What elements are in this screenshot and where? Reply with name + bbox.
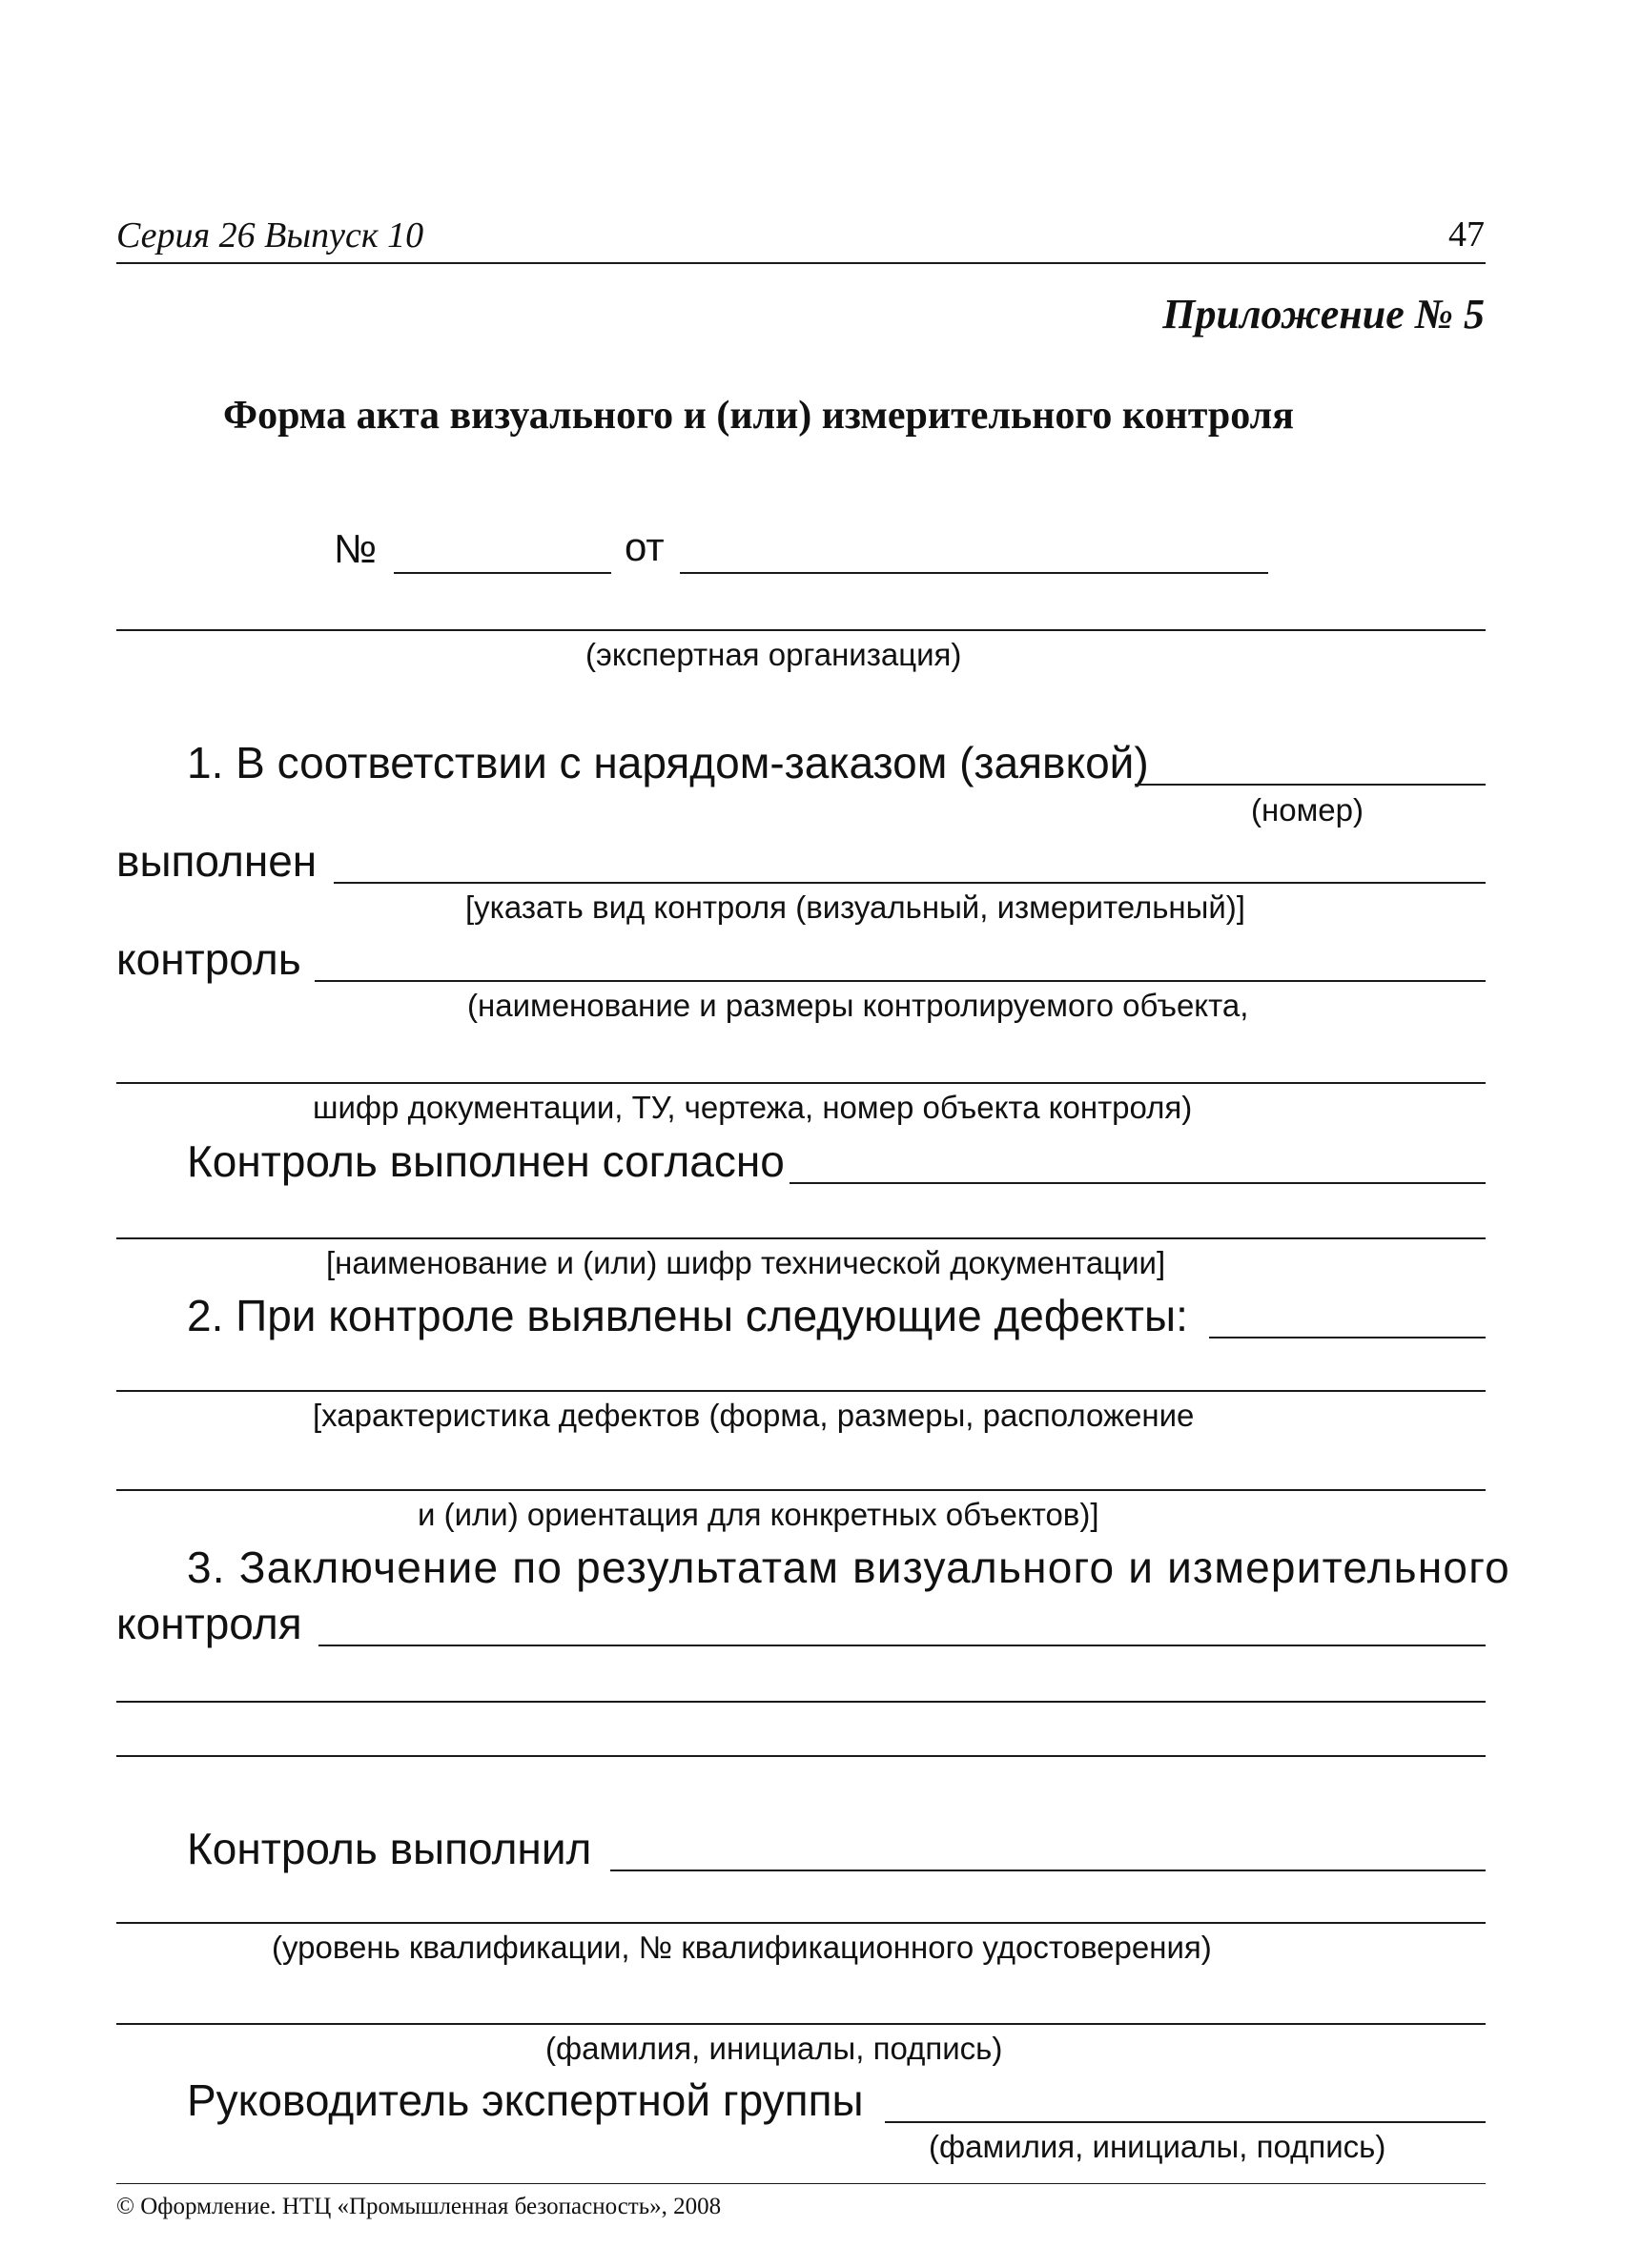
docs-caption: шифр документации, ТУ, чертежа, номер объекта контроля) bbox=[313, 1090, 1193, 1125]
performed-by-label: Контроль выполнил bbox=[187, 1824, 592, 1873]
header-rule bbox=[116, 262, 1486, 264]
defects-field-2[interactable] bbox=[116, 1390, 1486, 1392]
according-field[interactable] bbox=[790, 1182, 1486, 1184]
object-caption: (наименование и размеры контролируемого объекта, bbox=[467, 988, 1249, 1023]
qualification-caption: (уровень квалификации, № квалификационного удостоверения) bbox=[272, 1930, 1212, 1965]
tech-doc-field[interactable] bbox=[116, 1237, 1486, 1239]
head-of-group-field[interactable] bbox=[885, 2121, 1486, 2123]
order-number-caption: (номер) bbox=[1251, 792, 1364, 828]
section1-heading: 1. В соответствии с нарядом-заказом (заявкой) bbox=[187, 738, 1149, 787]
performed-label: выполнен bbox=[116, 836, 318, 886]
section2-heading: 2. При контроле выявлены следующие дефекты: bbox=[187, 1291, 1188, 1340]
defects-caption-2: и (или) ориентация для конкретных объектов)] bbox=[418, 1497, 1099, 1532]
conclusion-field-3[interactable] bbox=[116, 1755, 1486, 1757]
expert-org-caption: (экспертная организация) bbox=[585, 637, 962, 672]
footer-rule bbox=[116, 2183, 1486, 2184]
control-type-caption: [указать вид контроля (визуальный, измерительный)] bbox=[465, 889, 1245, 925]
name-signature-caption-1: (фамилия, инициалы, подпись) bbox=[545, 2031, 1003, 2066]
defects-caption-1: [характеристика дефектов (форма, размеры, расположение bbox=[313, 1398, 1195, 1433]
expert-org-field[interactable] bbox=[116, 629, 1486, 631]
appendix-label: Приложение № 5 bbox=[1162, 291, 1485, 337]
defects-field[interactable] bbox=[1209, 1337, 1486, 1338]
order-number-field[interactable] bbox=[1135, 784, 1486, 786]
footer-copyright: © Оформление. НТЦ «Промышленная безопасность», 2008 bbox=[116, 2194, 722, 2219]
name-signature-caption-2: (фамилия, инициалы, подпись) bbox=[929, 2129, 1386, 2164]
from-label: от bbox=[625, 524, 665, 569]
number-sign: № bbox=[334, 526, 378, 571]
control-label: контроль bbox=[116, 934, 301, 984]
according-label: Контроль выполнен согласно bbox=[187, 1136, 785, 1186]
act-date-field[interactable] bbox=[680, 572, 1268, 574]
conclusion-field[interactable] bbox=[318, 1645, 1486, 1646]
control-type-field[interactable] bbox=[334, 882, 1486, 884]
name-signature-field[interactable] bbox=[116, 2023, 1486, 2025]
defects-field-3[interactable] bbox=[116, 1489, 1486, 1491]
act-number-field[interactable] bbox=[394, 572, 611, 574]
tech-doc-caption: [наименование и (или) шифр технической документации] bbox=[326, 1245, 1166, 1280]
object-field[interactable] bbox=[315, 980, 1486, 982]
form-title: Форма акта визуального и (или) измерительного контроля bbox=[223, 394, 1294, 438]
running-header-series: Серия 26 Выпуск 10 bbox=[116, 215, 424, 255]
performed-by-field[interactable] bbox=[610, 1870, 1486, 1871]
conclusion-field-2[interactable] bbox=[116, 1701, 1486, 1703]
section3-heading-cont: контроля bbox=[116, 1599, 302, 1648]
qualification-field[interactable] bbox=[116, 1922, 1486, 1924]
section3-heading: 3. Заключение по результатам визуального и измерительного bbox=[187, 1543, 1510, 1592]
object-field-cont[interactable] bbox=[116, 1082, 1486, 1084]
page-number: 47 bbox=[1448, 215, 1485, 255]
head-of-group-label: Руководитель экспертной группы bbox=[187, 2075, 864, 2125]
